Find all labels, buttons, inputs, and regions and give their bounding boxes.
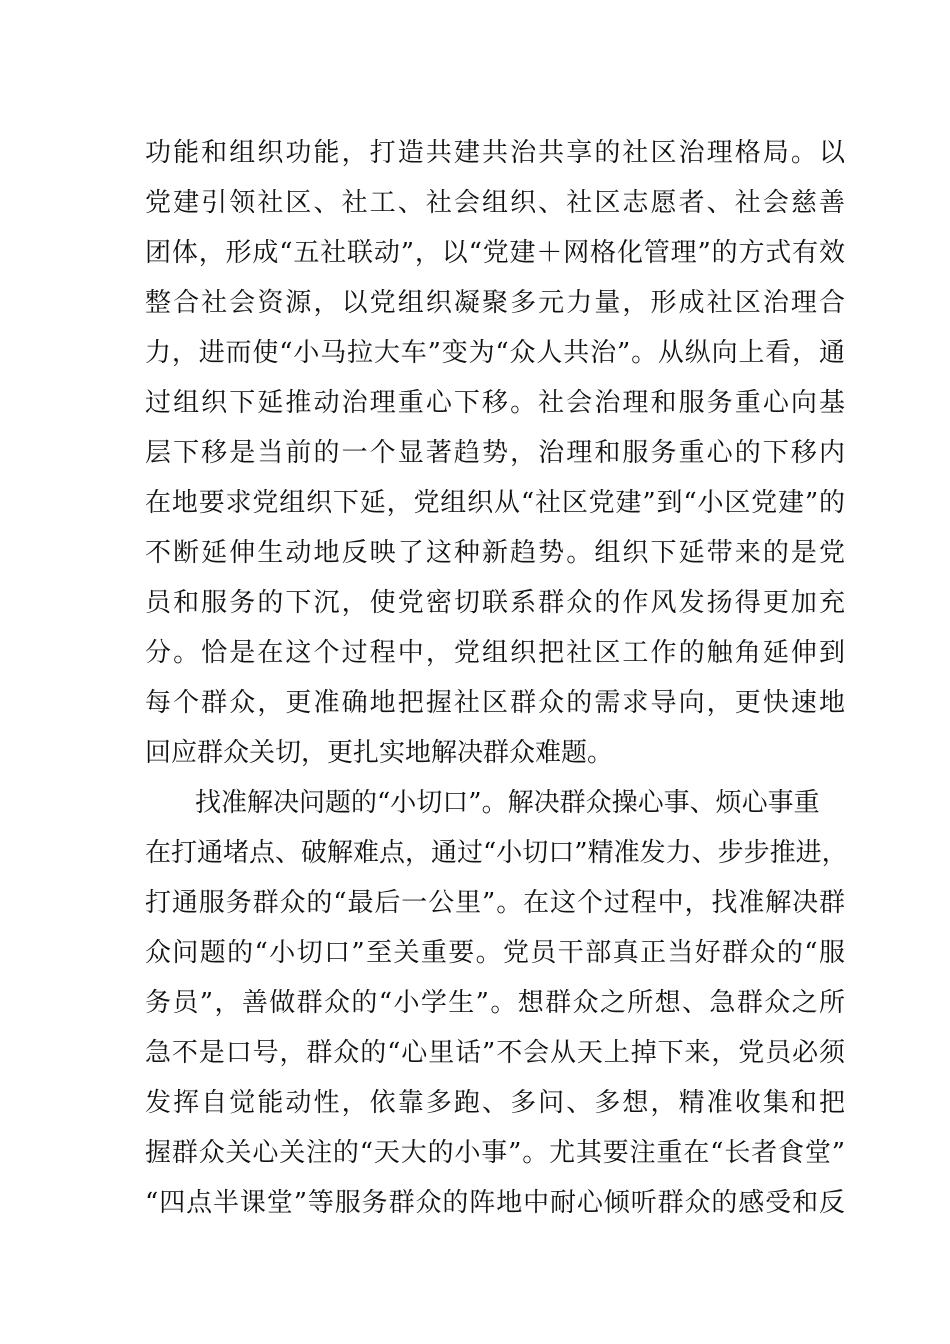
text-line: 团体，形成“五社联动”，以“党建＋网格化管理”的方式有效 <box>145 238 845 268</box>
text-line: 务员”，善做群众的“小学生”。想群众之所想、急群众之所 <box>145 988 845 1018</box>
text-line: 党建引领社区、社工、社会组织、社区志愿者、社会慈善 <box>145 188 845 218</box>
text-line: 打通服务群众的“最后一公里”。在这个过程中，找准解决群 <box>145 888 845 918</box>
text-line: 找准解决问题的“小切口”。解决群众操心事、烦心事重 <box>195 788 820 818</box>
text-line: 在打通堵点、破解难点，通过“小切口”精准发力、步步推进， <box>145 838 848 868</box>
text-line: 层下移是当前的一个显著趋势，治理和服务重心的下移内 <box>145 438 845 468</box>
text-line: 每个群众，更准确地把握社区群众的需求导向，更快速地 <box>145 688 845 718</box>
text-line: 急不是口号，群众的“心里话”不会从天上掉下来，党员必须 <box>145 1038 845 1068</box>
text-line: “四点半课堂”等服务群众的阵地中耐心倾听群众的感受和反 <box>145 1188 845 1218</box>
text-line: 过组织下延推动治理重心下移。社会治理和服务重心向基 <box>145 388 845 418</box>
text-line: 分。恰是在这个过程中，党组织把社区工作的触角延伸到 <box>145 638 845 668</box>
text-line: 员和服务的下沉，使党密切联系群众的作风发扬得更加充 <box>145 588 845 618</box>
text-line: 在地要求党组织下延，党组织从“社区党建”到“小区党建”的 <box>145 488 845 518</box>
text-line: 力，进而使“小马拉大车”变为“众人共治”。从纵向上看，通 <box>145 338 845 368</box>
text-line: 不断延伸生动地反映了这种新趋势。组织下延带来的是党 <box>145 538 845 568</box>
text-line: 回应群众关切，更扎实地解决群众难题。 <box>145 738 614 768</box>
text-line: 握群众关心关注的“天大的小事”。尤其要注重在“长者食堂” <box>145 1138 845 1168</box>
text-line: 功能和组织功能，打造共建共治共享的社区治理格局。以 <box>145 138 845 168</box>
text-line: 发挥自觉能动性，依靠多跑、多问、多想，精准收集和把 <box>145 1088 845 1118</box>
text-line: 整合社会资源，以党组织凝聚多元力量，形成社区治理合 <box>145 288 845 318</box>
text-line: 众问题的“小切口”至关重要。党员干部真正当好群众的“服 <box>145 938 845 968</box>
